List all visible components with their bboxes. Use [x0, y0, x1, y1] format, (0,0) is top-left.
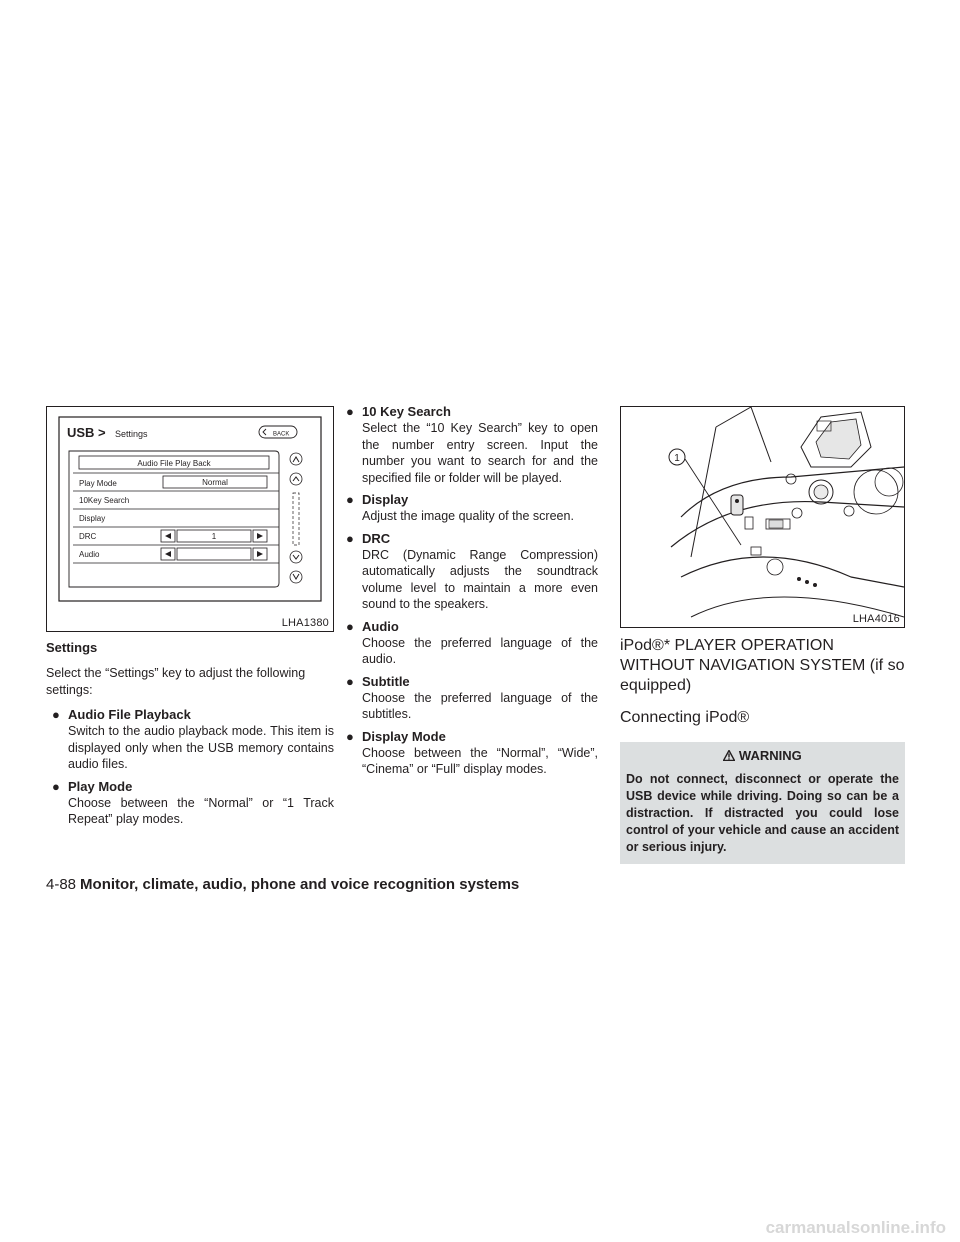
bullet-icon: ●: [346, 404, 354, 419]
list-item: [46, 707, 334, 773]
screen-row-drc-value: 1: [211, 532, 217, 541]
settings-list-part1: [46, 707, 334, 828]
item-term: Subtitle: [362, 673, 410, 689]
callout-number: 1: [674, 453, 680, 464]
item-term: Play Mode: [68, 778, 133, 794]
list-item: [340, 404, 598, 486]
item-desc: Choose the preferred language of the audio.: [362, 635, 598, 666]
item-term: Display Mode: [362, 728, 446, 744]
item-desc: Choose the preferred language of the subtitles.: [362, 690, 598, 721]
item-term: Audio: [362, 618, 399, 634]
bullet-icon: ●: [346, 618, 354, 634]
right-column: [620, 406, 905, 864]
item-desc: Switch to the audio playback mode. This item is displayed only when the USB memory contains audio files.: [68, 724, 334, 771]
item-term: Display: [362, 492, 409, 507]
list-item: [46, 779, 334, 828]
usb-settings-screen-illustration: [47, 407, 333, 631]
item-desc: DRC (Dynamic Range Compression) automatically adjusts the soundtrack volume level to maintain a more even sound to the speakers.: [362, 547, 598, 611]
figure-code: LHA4016: [852, 613, 900, 625]
screen-row-play-mode-value: Normal: [202, 478, 228, 487]
list-item: [340, 674, 598, 723]
settings-heading: Settings: [46, 640, 98, 655]
list-item: [340, 492, 598, 525]
bullet-icon: ●: [52, 778, 60, 794]
screen-header-row: Audio File Play Back: [137, 459, 211, 468]
bullet-icon: ●: [346, 673, 354, 689]
settings-intro: Select the “Settings” key to adjust the following settings:: [46, 666, 306, 697]
ipod-connector-figure: [620, 406, 905, 628]
watermark: carmanualsonline.info: [765, 1218, 946, 1237]
page-footer: [46, 876, 519, 893]
figure-code: LHA1380: [281, 617, 329, 629]
item-desc: Choose between the “Normal”, “Wide”, “Cinema” or “Full” display modes.: [362, 745, 598, 776]
item-term: DRC: [362, 530, 391, 546]
usb-settings-figure: [46, 406, 334, 632]
ipod-section-title: iPod®* PLAYER OPERATION WITHOUT NAVIGATION SYSTEM (if so equipped): [620, 637, 905, 694]
connecting-ipod-subtitle: Connecting iPod®: [620, 709, 750, 726]
item-desc: Adjust the image quality of the screen.: [362, 509, 574, 523]
middle-column: [340, 404, 598, 784]
item-desc: Select the “10 Key Search” key to open the number entry screen. Input the number you want to search for and the specified file or folder will be played.: [362, 421, 598, 485]
settings-list-part2: [340, 404, 598, 778]
screen-title: Settings: [115, 429, 148, 439]
warning-triangle-icon: [723, 750, 735, 761]
screen-row-play-mode: Play Mode: [79, 479, 117, 488]
bullet-icon: ●: [52, 707, 60, 722]
screen-back-label: BACK: [273, 431, 290, 438]
bullet-icon: ●: [346, 492, 354, 507]
chapter-title: Monitor, climate, audio, phone and voice recognition systems: [80, 876, 520, 893]
bullet-icon: ●: [346, 530, 354, 546]
item-term: Audio File Playback: [68, 707, 191, 722]
console-usb-illustration: [621, 407, 904, 627]
warning-label: WARNING: [738, 748, 802, 763]
item-desc: Choose between the “Normal” or “1 Track Repeat” play modes.: [68, 795, 334, 826]
screen-row-10key: 10Key Search: [79, 496, 130, 505]
item-term: 10 Key Search: [362, 404, 451, 419]
warning-header: [626, 748, 899, 763]
warning-box: [620, 742, 905, 864]
bullet-icon: ●: [346, 728, 354, 744]
screen-row-display: Display: [79, 514, 106, 523]
warning-text: Do not connect, disconnect or operate the USB device while driving. Doing so can be a distraction. If distracted you could lose control of your vehicle and cause an accident or serious injury.: [626, 772, 899, 854]
list-item: [340, 619, 598, 668]
list-item: [340, 729, 598, 778]
left-column: [46, 406, 334, 834]
page-number: 4-88: [46, 876, 77, 893]
screen-row-drc: DRC: [79, 532, 97, 541]
screen-row-audio: Audio: [79, 550, 100, 559]
screen-breadcrumb: USB >: [67, 425, 106, 440]
list-item: [340, 531, 598, 613]
